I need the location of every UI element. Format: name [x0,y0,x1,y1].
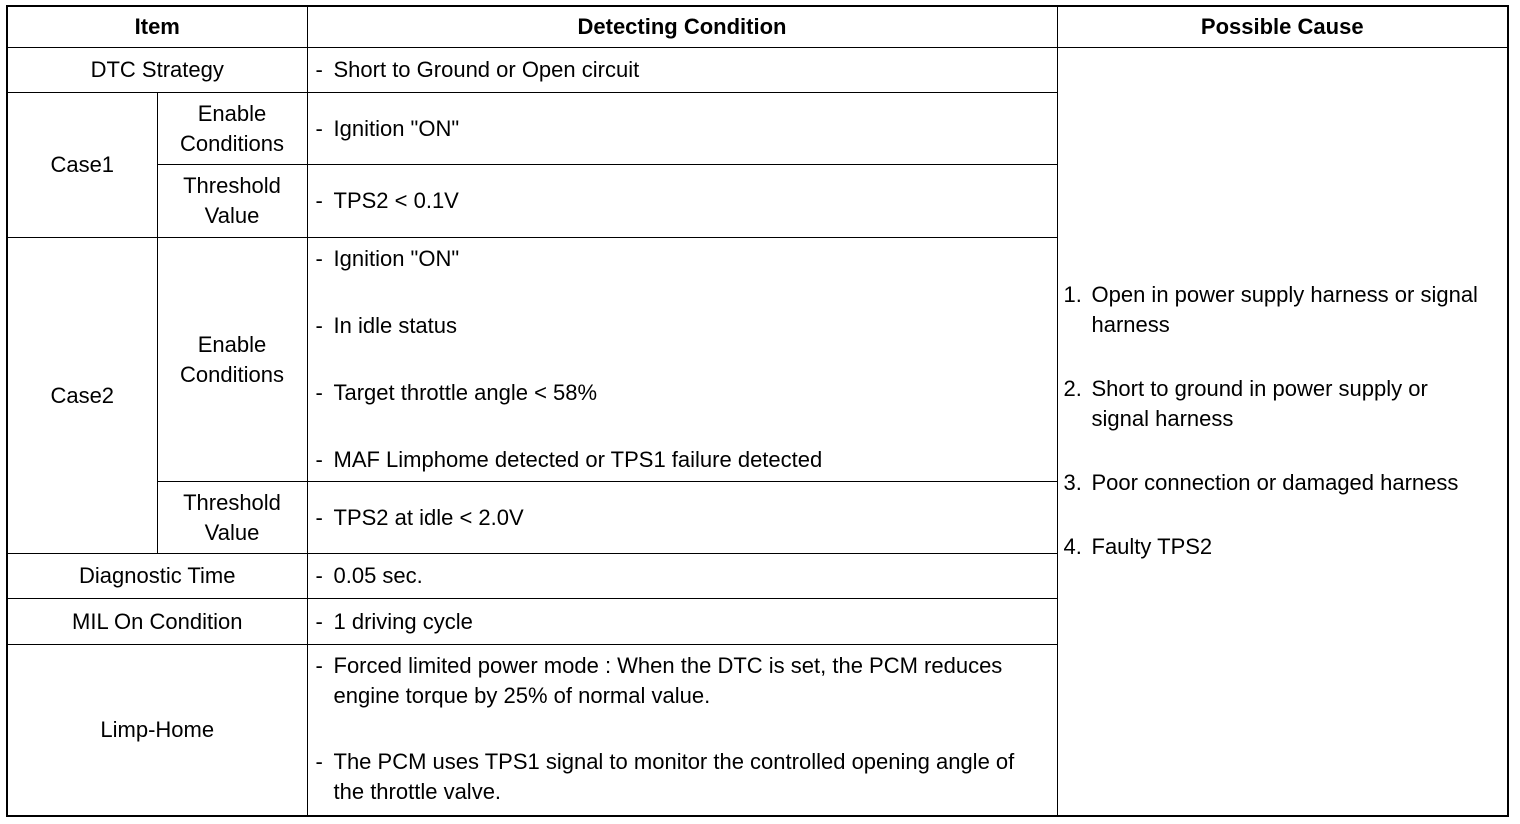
header-detecting-condition: Detecting Condition [307,6,1057,48]
cause-item: 4. Faulty TPS2 [1063,534,1213,559]
dash: - [315,57,323,82]
limp-home-label: Limp-Home [7,645,307,816]
row-dtc-strategy [7,48,1508,93]
case2-threshold-condition: - TPS2 at idle < 2.0V [307,482,1057,554]
case1-threshold-condition: - TPS2 < 0.1V [307,165,1057,238]
case1-enable-condition: - Ignition "ON" [307,93,1057,165]
list-item: - Ignition "ON" [315,246,460,271]
header-possible-cause: Possible Cause [1057,6,1508,48]
header-item: Item [7,6,307,48]
diagnostic-time-condition: - 0.05 sec. [307,554,1057,599]
list-item: - In idle status [315,313,458,338]
cause-item: 3. Poor connection or damaged harness [1063,470,1459,495]
limp-home-conditions [307,645,1057,816]
list-item: - Target throttle angle < 58% [315,380,598,405]
case2-label: Case2 [7,238,157,554]
list-item: - MAF Limphome detected or TPS1 failure detected [315,447,823,472]
case2-enable-label: Enable Conditions [157,238,307,482]
dtc-strategy-condition: - Short to Ground or Open circuit [307,48,1057,93]
dtc-table [6,5,1509,817]
case1-label: Case1 [7,93,157,238]
mil-label: MIL On Condition [7,599,307,645]
list-item: - The PCM uses TPS1 signal to monitor the controlled opening angle of the throttle valve. [315,749,1015,804]
case1-enable-label: Enable Conditions [157,93,307,165]
mil-condition: - 1 driving cycle [307,599,1057,645]
case2-enable-conditions [307,238,1057,482]
possible-cause-cell [1057,48,1508,816]
diagnostic-time-label: Diagnostic Time [7,554,307,599]
case1-threshold-label: Threshold Value [157,165,307,238]
case2-threshold-label: Threshold Value [157,482,307,554]
dtc-strategy-label: DTC Strategy [7,48,307,93]
header-row [7,6,1508,48]
list-item: - Forced limited power mode : When the DTC is set, the PCM reduces engine torque by 25% of normal value. [315,653,1003,708]
cause-item: 1. Open in power supply harness or signal harness [1063,282,1478,337]
cause-item: 2. Short to ground in power supply or signal harness [1063,376,1428,431]
